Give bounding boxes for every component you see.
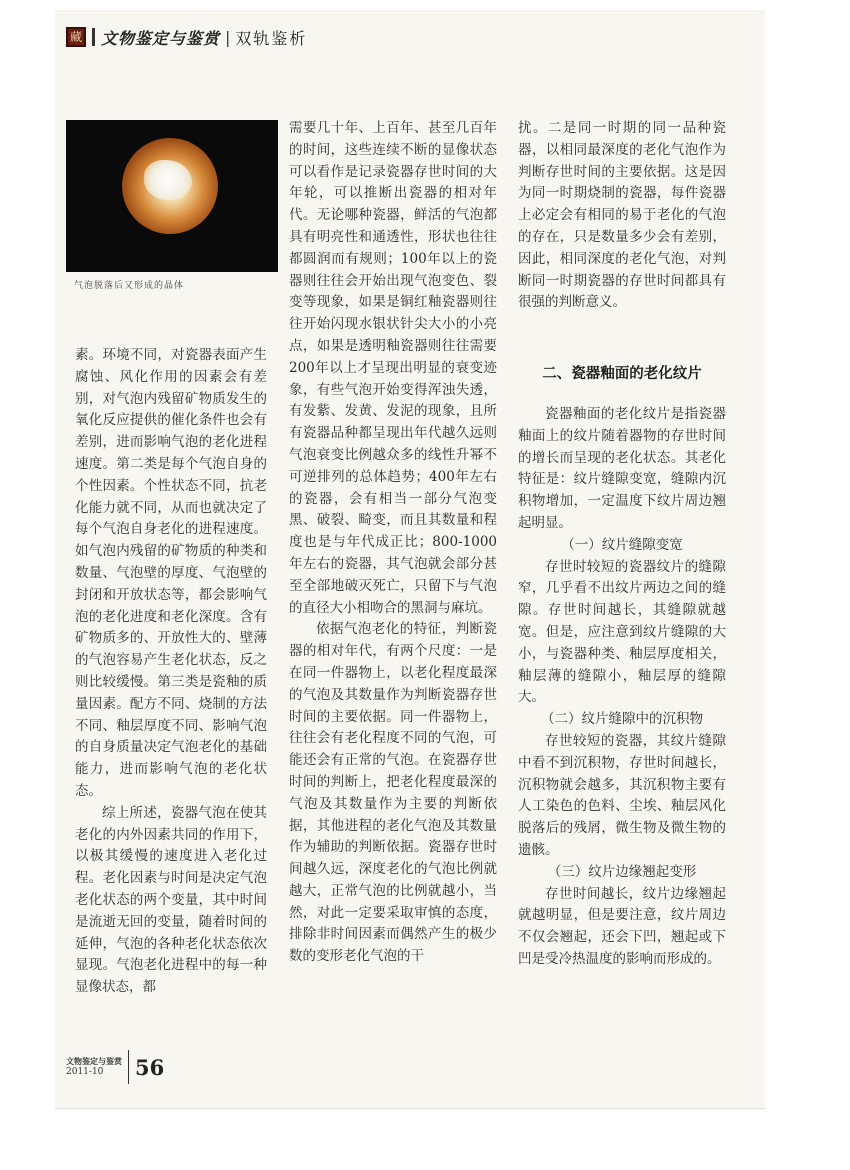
footer-magazine: 文物鉴定与鉴赏 (66, 1056, 122, 1066)
paragraph: 需要几十年、上百年、甚至几百年的时间，这些连续不断的显像状态可以看作是记录瓷器存世时间的大年轮，可以推断出瓷器的相对年代。无论哪种瓷器，鲜活的气泡都具有明亮性和通透性，形状也往往都圆润而有规则；100年以上的瓷器则往往会开始出现气泡变色、裂变等现象，如果是铜红釉瓷器则往往开始闪现水银状针尖大小的小亮点，如果是透明釉瓷器则往往需要200年以上才呈现出明显的衰变迹象，有些气泡开始变得浑浊失透，有发紫、发黄、发泥的现象，且所有瓷器品种都呈现出年代越久远则气泡衰变比例越众多的线性升幂不可逆排列的总体趋势；400年左右的瓷器，会有相当一部分气泡变黑、破裂、畸变，而且其数量和程度也是与年代成正比；800-1000年左右的瓷器，其气泡就会部分甚至全部地破灭死亡，只留下与气泡的直径大小相吻合的黑洞与麻坑。 (289, 120, 497, 616)
bubble-photo (66, 120, 278, 272)
column-1 (75, 345, 267, 999)
paragraph: 综上所述，瓷器气泡在使其老化的内外因素共同的作用下，以极其缓慢的速度进入老化过程。老化因素与时间是决定气泡老化状态的两个变量，其中时间是流逝无回的变量，随着时间的延伸，气泡的各种老化状态依次显现。气泡老化进程中的每一种显像状态，都 (75, 804, 267, 996)
figure-caption: 气泡脱落后又形成的晶体 (74, 281, 185, 291)
column-3-top (518, 118, 726, 314)
header-bar (92, 28, 95, 46)
page-footer (66, 1050, 164, 1084)
paragraph: 存世较短的瓷器，其纹片缝隙中看不到沉积物，存世时间越长，沉积物就会越多，其沉积物主要有人工染色的色料、尘埃、釉层风化脱落后的残屑，微生物及微生物的遗骸。 (518, 732, 726, 858)
page-header (66, 24, 307, 50)
crystal-image (144, 160, 192, 200)
subheading: （一）纹片缝隙变宽 (561, 536, 683, 553)
footer-info (66, 1056, 122, 1078)
paragraph: 存世时间越长，纹片边缘翘起就越明显，但是要注意，纹片周边不仅会翘起，还会下凹，翘起或下凹是受冷热温度的影响而形成的。 (518, 885, 726, 967)
column-3-bottom (518, 404, 726, 971)
header-separator: | (225, 27, 231, 47)
paragraph: 瓷器釉面的老化纹片是指瓷器釉面上的纹片随着器物的存世时间的增长而呈现的老化状态。其老化特征是：纹片缝隙变宽，缝隙内沉积物增加，一定温度下纹片周边翘起明显。 (518, 406, 726, 531)
paragraph: 存世时较短的瓷器纹片的缝隙窄，几乎看不出纹片两边之间的缝隙。存世时间越长，其缝隙就越宽。但是，应注意到纹片缝隙的大小，与瓷器种类、釉层厚度相关，釉层薄的缝隙小，釉层厚的缝隙大。 (518, 558, 726, 706)
page-edge (55, 1108, 765, 1109)
footer-divider (128, 1050, 129, 1084)
paragraph: 依据气泡老化的特征，判断瓷器的相对年代，有两个尺度：一是在同一件器物上，以老化程度最深的气泡及其数量作为判断瓷器存世时间的主要依据。同一件器物上，往往会有老化程度不同的气泡，可能还会有正常的气泡。在瓷器存世时间的判断上，把老化程度最深的气泡及其数量作为主要的判断依据，其他进程的老化气泡及其数量作为辅助的判断依据。瓷器存世时间越久远，深度老化的气泡比例就越大，正常气泡的比例就越小，当然，对此一定要采取审慎的态度，排除非时间因素而偶然产生的极少数的变形老化气泡的干 (289, 621, 497, 965)
column-2 (289, 118, 497, 968)
page-number: 56 (135, 1054, 165, 1080)
paragraph: 扰。二是同一时期的同一品种瓷器，以相同最深度的老化气泡作为判断存世时间的主要依据。这是因为同一时期烧制的瓷器，每件瓷器上必定会有相同的易于老化的气泡的存在，只是数量多少会有差别，因此，相同深度的老化气泡，对判断同一时期瓷器的存世时间都具有很强的判断意义。 (518, 120, 726, 311)
section-name: 双轨鉴析 (235, 28, 308, 48)
section-heading: 二、瓷器釉面的老化纹片 (542, 366, 702, 382)
magazine-logo-icon: 藏 (66, 27, 86, 47)
subheading: （三）纹片边缘翘起变形 (547, 863, 697, 880)
subheading: （二）纹片缝隙中的沉积物 (541, 711, 703, 728)
magazine-title: 文物鉴定与鉴赏 (101, 28, 221, 48)
issue-date: 2011-10 (66, 1067, 104, 1077)
paragraph: 素。环境不同，对瓷器表面产生腐蚀、风化作用的因素会有差别，对气泡内残留矿物质发生的氧化反应提供的催化条件也会有差别，进而影响气泡的老化进程速度。第二类是每个气泡自身的个性因素。个性状态不同，抗老化能力就不同，从而也就决定了每个气泡自身老化的进程速度。如气泡内残留的矿物质的种类和数量、气泡壁的厚度、气泡壁的封闭和开放状态等，都会影响气泡的老化进度和老化深度。含有矿物质多的、开放性大的、壁薄的气泡容易产生老化状态，反之则比较缓慢。第三类是瓷釉的质量因素。配方不同、烧制的方法不同、釉层厚度不同、影响气泡的自身质量决定气泡老化的基础能力，进而影响气泡的老化状态。 (75, 347, 267, 799)
